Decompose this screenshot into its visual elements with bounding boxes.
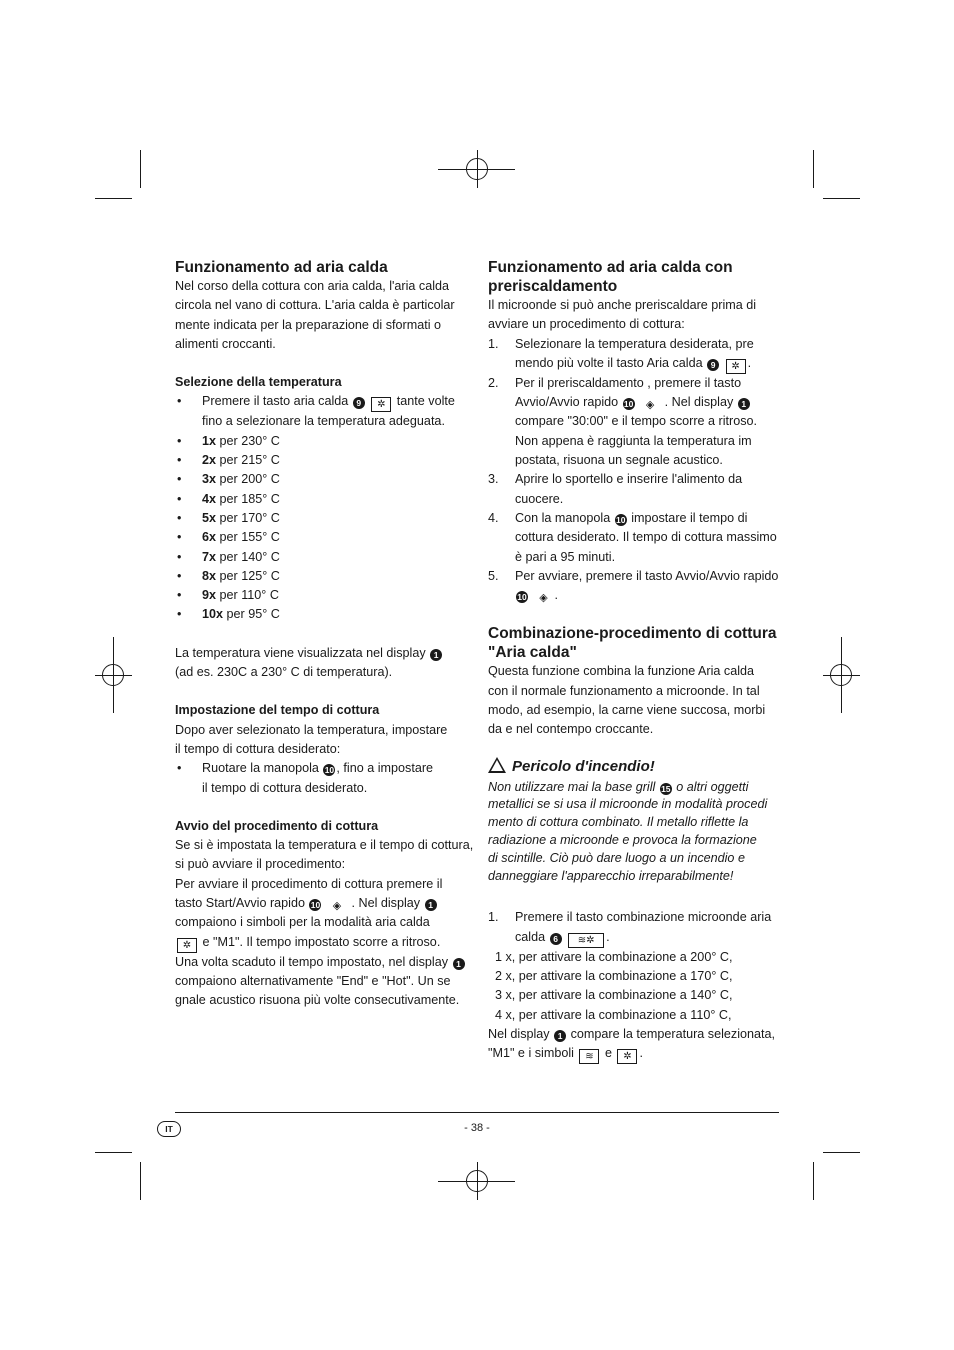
fan-key-icon: ✲ bbox=[726, 359, 746, 374]
page-number: - 38 - bbox=[464, 1122, 490, 1134]
start-paragraph: Se si è impostata la temperatura e il tempo di cottura, si può avviare il procedimento: Per avviare il procedimento di cottura premere il tasto Start/Avvio rapido 10 ◈ . Nel display 1 compaiono i simboli per la modalità aria calda ✲ e "M1". Il tempo impostato scorre a ritroso. Una volta scaduto il tempo impostato, nel display 1 compaiono alternativamente "End" e "Hot". Un se gnale acustico risuona più volte consecutivamente. bbox=[175, 838, 474, 1008]
preheat-intro: Il microonde si può anche preriscaldare prima di avviare un procedimento di cottura: bbox=[488, 298, 757, 332]
list-item: • 9x per 110° C bbox=[175, 586, 475, 605]
list-item: • 6x per 155° C bbox=[175, 528, 475, 547]
warning-text: Non utilizzare mai la base grill 15 o altri oggetti metallici se si usa il microonde in modalità procedi mento di cottura combinato. Il metallo riflette la radiazione a microonde e provoca la formazione di scintille. Ciò può dare luogo a un incendio e danneggiare l'apparecchio irreparabilmente! bbox=[488, 779, 768, 883]
subheading-temperature: Selezione della temperatura bbox=[175, 375, 342, 390]
step-item: 4. Con la manopola 10 impostare il tempo di cottura desiderato. Il tempo di cottura massimo è pari a 95 minuti. bbox=[488, 510, 777, 564]
right-column bbox=[488, 258, 788, 1064]
list-item: • Ruotare la manopola 10 , fino a impostare il tempo di cottura desiderato. bbox=[175, 759, 475, 798]
start-icon: ◈ bbox=[539, 592, 548, 605]
ref-number-1: 1 bbox=[430, 649, 442, 661]
ref-number-1: 1 bbox=[425, 899, 437, 911]
ref-number-1: 1 bbox=[554, 1030, 566, 1042]
subheading-start: Avvio del procedimento di cottura bbox=[175, 818, 379, 833]
intro-paragraph: Nel corso della cottura con aria calda, l'aria calda circola nel vano di cottura. L'aria calda è particolar mente indicata per la preparazione di sformati o alimenti croccanti. bbox=[175, 279, 455, 351]
start-icon: ◈ bbox=[332, 900, 342, 913]
section-heading: Funzionamento ad aria calda bbox=[175, 259, 388, 276]
step-item: 2. Per il preriscaldamento , premere il tasto Avvio/Avvio rapido 10 ◈ . Nel display 1 compare "30:00" e il tempo scorre a ritroso. Non appena è raggiunta la temperatura im postata, risuona un segnale acustico. bbox=[488, 375, 758, 468]
list-item: • 10x per 95° C bbox=[175, 605, 475, 624]
temperature-display-paragraph: La temperatura viene visualizzata nel display 1 (ad es. 230C a 230° C di temperatura). bbox=[175, 644, 475, 683]
list-item: • 3x per 200° C bbox=[175, 470, 475, 489]
ref-number-10: 10 bbox=[517, 592, 527, 603]
footer-rule bbox=[175, 1112, 779, 1113]
ref-number-10: 10 bbox=[310, 900, 321, 911]
ref-number-15: 15 bbox=[661, 783, 671, 794]
ref-number-9: 9 bbox=[707, 359, 719, 371]
cooking-time-paragraph: Dopo aver selezionato la temperatura, impostare il tempo di cottura desiderato: bbox=[175, 722, 448, 756]
ref-number-6: 6 bbox=[550, 933, 562, 945]
combo-options: 1 x, per attivare la combinazione a 200° C, 2 x, per attivare la combinazione a 170° C, 3 x, per attivare la combinazione a 140° C, 4 x, per attivare la combinazione a 110° C, bbox=[495, 949, 733, 1022]
start-icon: ◈ bbox=[645, 399, 655, 412]
list-item: • Premere il tasto aria calda 9 ✲ tante volte fino a selezionare la temperatura adeguata. bbox=[175, 392, 475, 431]
combo-key-icon: ≋✲ bbox=[568, 933, 604, 948]
combo-display-paragraph: Nel display 1 compare la temperatura selezionata, "M1" e i simboli ≋ e ✲ . bbox=[488, 1026, 776, 1063]
temperature-list bbox=[175, 392, 475, 624]
warning-title: Pericolo d'incendio! bbox=[488, 757, 788, 776]
list-item: • 8x per 125° C bbox=[175, 567, 475, 586]
list-item: • 5x per 170° C bbox=[175, 509, 475, 528]
ref-number-1: 1 bbox=[738, 398, 750, 410]
grill-icon: ≋ bbox=[579, 1049, 599, 1064]
step-item: 1. Selezionare la temperatura desiderata, pre mendo più volte il tasto Aria calda 9 ✲ . bbox=[488, 336, 754, 372]
step-item: 1. Premere il tasto combinazione microonde aria calda 6 ≋✲ . bbox=[488, 910, 772, 946]
subheading-cooking-time: Impostazione del tempo di cottura bbox=[175, 703, 380, 718]
ref-number-9: 9 bbox=[353, 397, 365, 409]
ref-number-10: 10 bbox=[324, 765, 335, 776]
fan-key-icon: ✲ bbox=[617, 1049, 637, 1064]
list-item: • 2x per 215° C bbox=[175, 451, 475, 470]
combo-paragraph: Questa funzione combina la funzione Aria calda con il normale funzionamento a microonde. In tal modo, ad esempio, la carne viene succosa, morbi da e nel contempo croccante. bbox=[488, 664, 766, 737]
section-heading: Funzionamento ad aria calda con preriscaldamento bbox=[488, 259, 733, 295]
fan-key-icon: ✲ bbox=[371, 397, 391, 412]
language-badge: IT bbox=[157, 1121, 181, 1137]
section-heading-combo: Combinazione-procedimento di cottura "Aria calda" bbox=[488, 625, 777, 662]
ref-number-10: 10 bbox=[623, 399, 634, 410]
cooking-time-list bbox=[175, 759, 475, 798]
ref-number-10: 10 bbox=[615, 514, 626, 525]
preheat-steps bbox=[488, 335, 788, 606]
list-item: • 4x per 185° C bbox=[175, 490, 475, 509]
warning-triangle-icon bbox=[488, 757, 506, 773]
fan-key-icon: ✲ bbox=[177, 938, 197, 953]
combo-steps bbox=[488, 908, 788, 947]
step-item: 5. Per avviare, premere il tasto Avvio/Avvio rapido 10 ◈ . bbox=[488, 568, 779, 605]
list-item: • 1x per 230° C bbox=[175, 432, 475, 451]
list-item: • 7x per 140° C bbox=[175, 548, 475, 567]
step-item: 3. Aprire lo sportello e inserire l'alimento da cuocere. bbox=[488, 472, 743, 506]
ref-number-1: 1 bbox=[453, 958, 465, 970]
left-column bbox=[175, 258, 475, 1011]
